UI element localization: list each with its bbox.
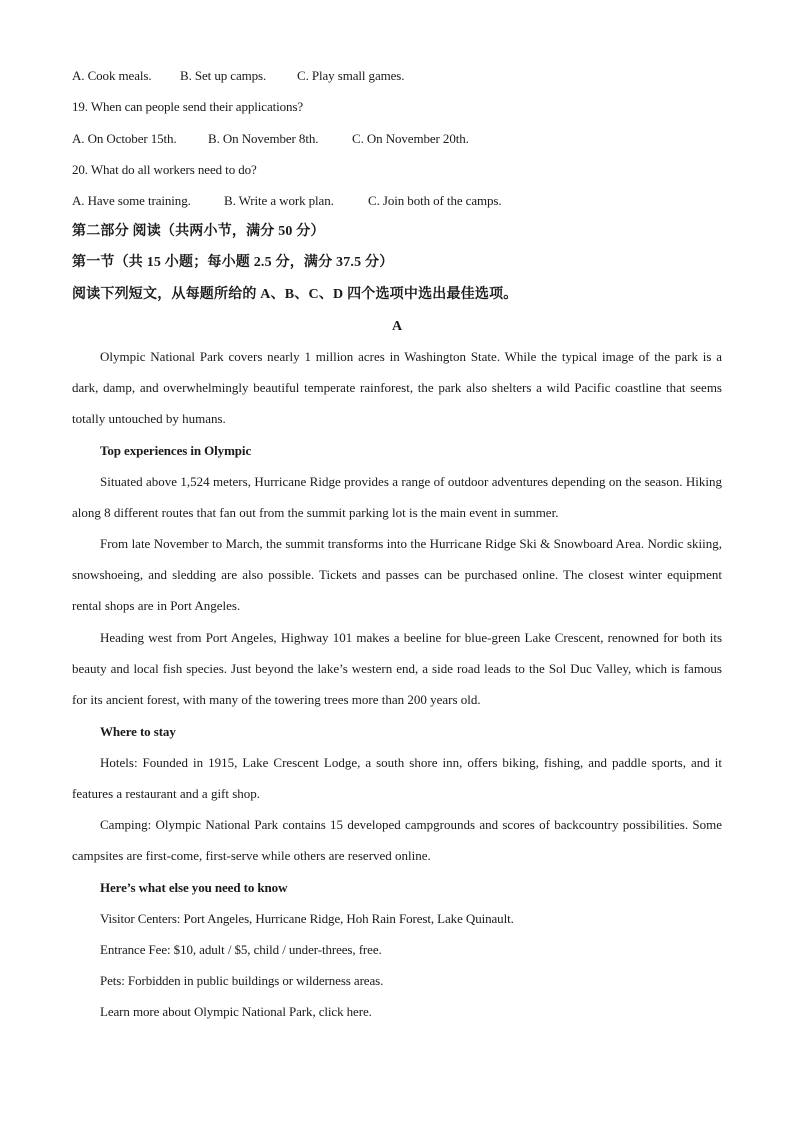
heading-where-to-stay: Where to stay [100, 724, 176, 739]
passage-intro: Olympic National Park covers nearly 1 million acres in Washington State. While the typical image of the park is a dark, damp, and overwhelmingly beautiful temperate rainforest, the park also shelters a wild Pacific coastline that seems totally untouched by humans. [72, 349, 722, 427]
section-instruction: 阅读下列短文，从每题所给的 A、B、C、D 四个选项中选出最佳选项。 [72, 287, 518, 302]
q20-option-a: A. Have some training. [72, 193, 191, 208]
q19-option-b: B. On November 8th. [208, 131, 319, 146]
info-entrance-fee: Entrance Fee: $10, adult / $5, child / under-threes, free. [100, 942, 382, 957]
info-pets: Pets: Forbidden in public buildings or wilderness areas. [100, 973, 384, 988]
heading-top-experiences: Top experiences in Olympic [100, 443, 252, 458]
q18-option-b: B. Set up camps. [180, 68, 267, 83]
q20-options [72, 193, 502, 209]
q20-option-b: B. Write a work plan. [224, 193, 334, 208]
info-visitor-centers: Visitor Centers: Port Angeles, Hurricane Ridge, Hoh Rain Forest, Lake Quinault. [100, 911, 514, 926]
section-title: 第二部分 阅读（共两小节，满分 50 分） [72, 224, 325, 239]
q20-option-c: C. Join both of the camps. [368, 193, 502, 208]
q18-option-a: A. Cook meals. [72, 68, 152, 83]
paragraph-camping: Camping: Olympic National Park contains 15 developed campgrounds and scores of backcountry possibilities. Some campsites are first-come, first-serve while others are reserved online. [72, 817, 722, 864]
paragraph-ski-area: From late November to March, the summit transforms into the Hurricane Ridge Ski & Snowboard Area. Nordic skiing, snowshoeing, and sledding are also possible. Tickets and passes can be purchased online. The closest winter equipment rental shops are in Port Angeles. [72, 536, 722, 614]
info-learn-more: Learn more about Olympic National Park, click here. [100, 1004, 372, 1019]
passage-label: A [391, 319, 402, 334]
section-subtitle: 第一节（共 15 小题；每小题 2.5 分，满分 37.5 分） [72, 255, 394, 270]
paragraph-hotels: Hotels: Founded in 1915, Lake Crescent Lodge, a south shore inn, offers biking, fishing, and paddle sports, and it features a restaurant and a gift shop. [72, 755, 722, 802]
heading-need-to-know: Here’s what else you need to know [100, 880, 288, 895]
paragraph-lake-crescent: Heading west from Port Angeles, Highway 101 makes a beeline for blue-green Lake Crescent, renowned for both its beauty and local fish species. Just beyond the lake’s western end, a side road leads to the Sol Duc Valley, which is famous for its ancient forest, with many of the towering trees more than 200 years old. [72, 630, 722, 708]
q19-option-c: C. On November 20th. [352, 131, 469, 146]
q18-option-c: C. Play small games. [297, 68, 405, 83]
q18-options [72, 68, 404, 84]
q19-options [72, 131, 469, 147]
q20-question: 20. What do all workers need to do? [72, 162, 257, 177]
paragraph-hurricane-ridge: Situated above 1,524 meters, Hurricane Ridge provides a range of outdoor adventures depending on the season. Hiking along 8 different routes that fan out from the summit parking lot is the main event in summer. [72, 474, 722, 521]
q19-option-a: A. On October 15th. [72, 131, 177, 146]
q19-question: 19. When can people send their applications? [72, 99, 304, 114]
